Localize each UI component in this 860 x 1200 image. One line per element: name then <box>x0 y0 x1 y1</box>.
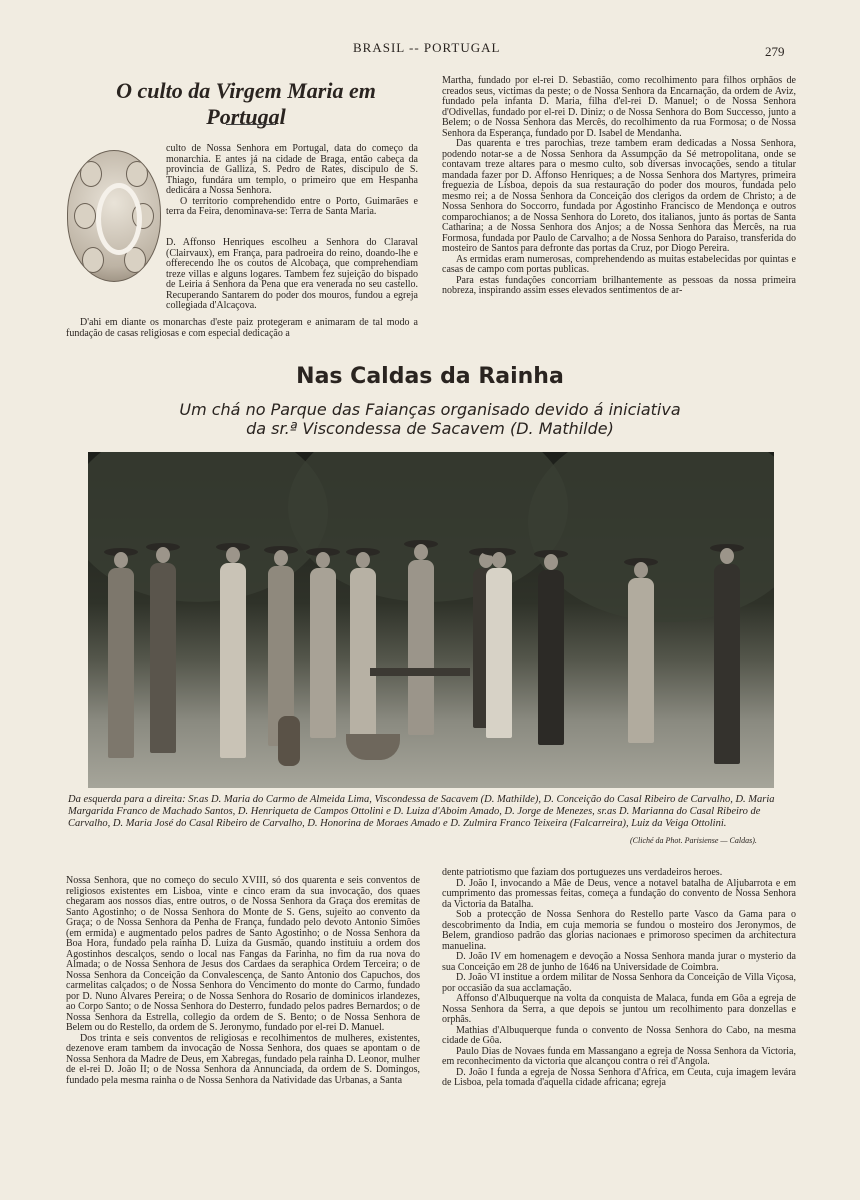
subtitle-line: Um chá no Parque das Faianças organisado devido á iniciativa <box>179 400 681 419</box>
article1-col-left-end <box>66 318 418 339</box>
dog <box>278 716 300 766</box>
tea-table <box>370 668 470 676</box>
article1-col-left-top <box>166 144 418 218</box>
paragraph: Affonso d'Albuquerque na volta da conquista de Malaca, funda em Gôa a egreja de Nossa Senhora da Serra, a que depois se juntou um recolhimento para donzellas e orphãs. <box>442 993 796 1025</box>
paragraph: Para estas fundações concorriam brilhantemente as pessoas da nossa primeira nobreza, inspirando assim esses elevados sentimentos de ar- <box>442 274 796 296</box>
paragraph: Martha, fundado por el-rei D. Sebastião, como recolhimento para filhos orphãos de creados seus, victimas da peste; o de Nossa Senhora da Encarnação, da ordem de Aviz, fundado pela infanta D. Maria, filha d'el-rei D. Manuel; o de Nossa Senhora d'Odivellas, fundado por el-rei D. Diniz; o de Nossa Senhora do Bom Successo, junto a Belem; o de Nossa Senhora das Mercês, do recolhimento da rua Formosa; o de Nossa Senhora da Esperança, fundado por D. Isabel de Mendanha. <box>442 75 796 139</box>
paragraph: D'ahi em diante os monarchas d'este paiz protegeram e animaram de tal modo a fundação de casas religiosas e com especial dedicação a <box>66 317 418 339</box>
article2-title: Nas Caldas da Rainha <box>296 364 564 389</box>
paragraph: Das quarenta e tres parochias, treze tambem eram dedicadas a Nossa Senhora, podendo notar-se a de Nossa Senhora da Assumpção da Sé metropolitana, onde se contavam treze altares para o mesmo culto, sob diversas invocações, sendo a titular mandada fazer por D. Affonso Henriques; a de Nossa Senhora dos Martyres, primeira freguezia de Lisboa, depois da sua restauração do poder dos mouros, fundada pelo mesmo rei; a de Nossa Senhora da Conceição dos clerigos da ordem de Christo; a de Nossa Senhora do Soccorro, fundada por Agostinho Francisco de Mendonça e outros comparochianos; a de Nossa Senhora do Loreto, dos italianos, junto ás portas de Santa Catharina; a de Nossa Senhora dos Anjos; a de Nossa Senhora das Mercês, na rua Formosa, fundada por Paulo de Carvalho; a de Nossa Senhora do Paraiso, transferida do mosteiro de Santos para defronte das portas da Cruz, por Diogo Pereira. <box>442 138 796 254</box>
bottom-col-right <box>442 868 796 1089</box>
portrait-face <box>126 161 148 187</box>
paragraph: D. Affonso Henriques escolheu a Senhora do Claraval (Clairvaux), em França, para padroeira do reino, doando-lhe e offerecendo lhe os coutos de Alcobaça, que comprehendiam treze villas e alguns logares. Tambem fez sujeição do bispado de Leiria á Senhora da Pena que era venerada no seu castello. Recuperando Santarem do poder dos mouros, fundou a egreja collegiada d'Alcaçova. <box>166 237 418 311</box>
paragraph: culto de Nossa Senhora em Portugal, data do começo da monarchia. E antes já na cidade de Braga, então cabeça da provincia de Galliza, S. Pedro de Rates, discipulo de S. Thiago, fundára um templo, o primeiro que em Hespanha dedicára a Nossa Senhora. <box>166 143 418 196</box>
group-photograph <box>88 452 774 788</box>
paragraph: O territorio comprehendido entre o Porto, Guimarães e terra da Feira, denominava-se: Terra de Santa Maria. <box>166 195 418 217</box>
paragraph: Sob a protecção de Nossa Senhora do Restello parte Vasco da Gama para o descobrimento da India, em cuja memoria se fundou o mosteiro dos Jeronymos, de Belem, grandioso padrão das glorias nacionaes e primoroso specimen da architectura manuelina. <box>442 909 796 952</box>
article2-subtitle <box>150 400 710 438</box>
subtitle-line: da sr.ª Viscondessa de Sacavem (D. Mathilde) <box>246 419 614 438</box>
paragraph: Paulo Dias de Novaes funda em Massangano a egreja de Nossa Senhora da Victoria, em reconhecimento da victoria que alcançou contra o rei d'Angola. <box>442 1045 796 1067</box>
paragraph: D. João I funda a egreja de Nossa Senhora d'Africa, em Ceuta, cuja imagem levára de Lisboa, pela tomada d'aquella cidade africana; egreja <box>442 1066 796 1088</box>
paragraph: D. João VI institue a ordem militar de Nossa Senhora da Conceição de Villa Viçosa, por occasião da sua acclamação. <box>442 972 796 994</box>
article-title: O culto da Virgem Maria em Portugal <box>116 78 376 129</box>
photo-caption: Da esquerda para a direita: Sr.as D. Maria do Carmo de Almeida Lima, Viscondessa de Sacavem (D. Mathilde), D. Conceição do Casal Ribeiro de Carvalho, D. Maria Margarida Franco de Machado Santos, D. Henriqueta de Campos Ottolini e D. Luiza d'Aboim Amado, D. Jorge de Menezes, sr.as D. Marianna do Casal Ribeiro de Carvalho, D. Maria José do Casal Ribeiro de Carvalho, D. Honorina de Moraes Amado e D. Zulmira Franco Teixeira (Falcarreira), Luiz da Veiga Ottolini. <box>68 794 775 829</box>
wicker-basket <box>346 734 400 760</box>
portrait-face <box>80 161 102 187</box>
bottom-col-left <box>66 876 420 1086</box>
photo-credit: (Cliché da Phot. Parisiense — Caldas). <box>630 836 757 845</box>
paragraph: Nossa Senhora, que no começo do seculo XVIII, só dos quarenta e seis conventos de religiosos existentes em Lisboa, vinte e cinco eram da sua invocação, dos quaes chegaram aos nossos dias, entre outros, o de Nossa Senhora da Graça dos eremitas de Santo Agostinho; o de Nossa Senhora do Monte de S. Gens, sujeito ao convento da Graça; o de Nossa Senhora da Penha de França, fundado pelo devoto Antonio Simões (em ermida) e augmentado pelos padres de Santo Agostinho; o de Nossa Senhora da Boa Hora, fundado pela rainha D. Luiza da Gusmão, quando instituiu a ordem dos Agostinhos descalços, sendo o local nas Fangas da Farinha, no fim da rua nova do Almada; o de Nossa Senhora de Jesus dos Cardaes da seraphica Ordem Terceira; o de Nossa Senhora da Conceição da Convalescença, de Santo Antonio dos Capuchos, dos carmelitas calçados; o de Nossa Senhora do Vencimento do monte do Carmo, fundado por D. Nuno Alvares Pereira; o de Nossa Senhora do Rosario de dominicos irlandezes, ao Corpo Santo; o de Nossa Senhora do Desterro, fundado pelos padres Bernardos; o de Nossa Senhora da Estrella, collegio da ordem de S. Bento; o de Nossa Senhora de Belem ou do Restello, da ordem de S. Jeronymo, fundado por el-rei D. Manuel. <box>66 875 420 1033</box>
paragraph: Mathias d'Albuquerque funda o convento de Nossa Senhora do Cabo, na mesma cidade de Gôa. <box>442 1024 796 1046</box>
paragraph: D. João I, invocando a Mãe de Deus, vence a notavel batalha de Aljubarrota e em cumprimento das promessas feitas, começa a fundação do convento de Nossa Senhora da Victoria da Batalha. <box>442 877 796 910</box>
paragraph: Dos trinta e seis conventos de religiosas e recolhimentos de mulheres, existentes, dezenove eram tambem da invocação de Nossa Senhora, dos quaes se apontam o de Nossa Senhora da Madre de Deus, em Xabregas, fundado pela rainha D. Leonor, mulher de el-rei D. João II; o de Nossa Senhora da Annunciada, da ordem de S. Domingos, fundado pela mesma rainha o de Nossa Senhora da Natividade das Urbanas, a Santa <box>66 1032 420 1086</box>
article1-col-left-mid <box>66 238 418 312</box>
title-rule <box>226 124 276 125</box>
paragraph: D. João IV em homenagem e devoção a Nossa Senhora manda jurar o mysterio da sua Conceição em 28 de junho de 1646 na Universidade de Coimbra. <box>442 951 796 973</box>
running-title: BRASIL -- PORTUGAL <box>353 40 501 55</box>
portrait-face <box>74 203 96 229</box>
page-number: 279 <box>765 44 785 59</box>
paragraph: dente patriotismo que faziam dos portuguezes uns verdadeiros heroes. <box>442 867 723 878</box>
article1-col-right <box>442 76 796 297</box>
paragraph: As ermidas eram numerosas, comprehendendo as muitas estabelecidas por quintas e casas de campo com portas publicas. <box>442 253 796 275</box>
